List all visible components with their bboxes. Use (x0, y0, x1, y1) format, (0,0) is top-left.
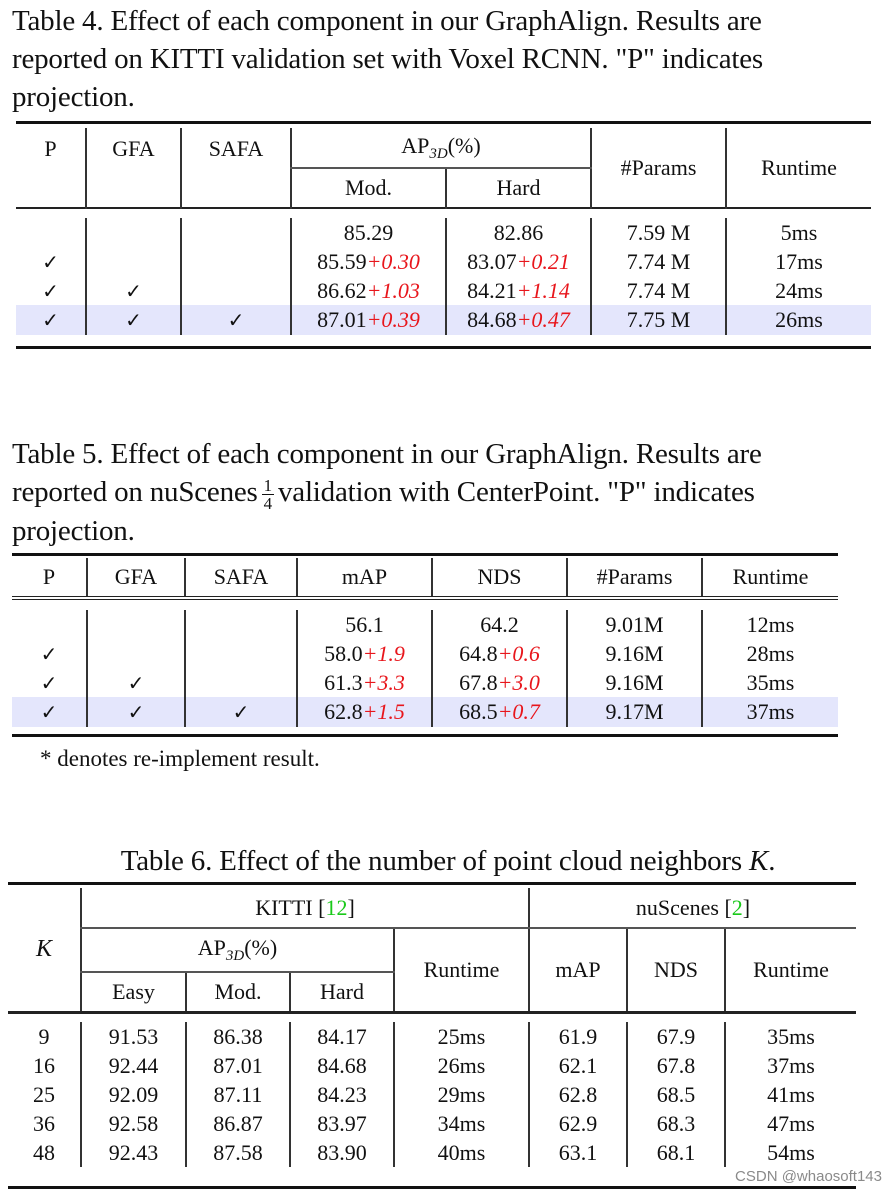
cell-k: 48 (33, 1139, 55, 1165)
cell-gfa (87, 610, 185, 639)
value: 82.86 (493, 219, 544, 245)
cell-hard: 83.97 (290, 1109, 394, 1138)
cell-runtime: 24ms (726, 276, 871, 305)
cell-runtime: 26ms (726, 305, 871, 335)
value: 64.2 (480, 611, 519, 637)
cell-hard (446, 276, 591, 305)
cell-nds: 67.9 (627, 1022, 725, 1051)
cell-gfa: ✓ (87, 668, 185, 697)
cell-map (297, 610, 432, 639)
caption-line (12, 473, 872, 512)
cell-nds-best: 68.5 (627, 1080, 725, 1109)
value: 62.8 (324, 699, 363, 724)
delta: +3.0 (497, 669, 540, 695)
footnote: * denotes re-implement result. (40, 746, 320, 771)
caption-line: Table 4. Effect of each component in our GraphAlign. Results are (12, 5, 762, 37)
header-ap3d (81, 928, 394, 972)
cell-runtime: 34ms (394, 1109, 529, 1138)
bottom-rule (8, 1186, 856, 1189)
table-row (8, 1109, 856, 1138)
cell-nds (432, 639, 567, 668)
top-rule (16, 121, 871, 124)
cell-runtime: 41ms (725, 1080, 856, 1109)
cell-easy: 92.09 (81, 1080, 186, 1109)
cell-easy: 92.44 (81, 1051, 186, 1080)
delta: +1.5 (362, 699, 405, 724)
table4-caption (12, 2, 872, 116)
header-safa: SAFA (185, 558, 297, 598)
cell-map: 62.8 (529, 1080, 627, 1109)
value: 85.29 (343, 219, 394, 245)
cell-runtime: 26ms (394, 1051, 529, 1080)
cell-runtime: 47ms (725, 1109, 856, 1138)
citation-link[interactable]: 12 (325, 894, 348, 920)
value: 56.1 (345, 611, 384, 637)
cell-p (12, 610, 87, 639)
table-row (12, 639, 838, 668)
table-row (8, 1051, 856, 1080)
table-row (16, 247, 871, 276)
cell-safa (181, 218, 291, 247)
header-params: #Params (567, 558, 702, 598)
highlighted-row (16, 305, 871, 335)
value: 64.8 (459, 640, 498, 666)
cell-params: 9.17M (567, 697, 702, 727)
fraction-denominator: 4 (263, 493, 272, 513)
cell-mod: 86.87 (186, 1109, 290, 1138)
delta: +0.7 (497, 699, 540, 724)
cell-runtime: 54ms (725, 1138, 856, 1167)
table5 (12, 558, 838, 727)
cell-p: ✓ (40, 641, 58, 666)
cell-k: 36 (33, 1110, 55, 1136)
value: 86.62 (317, 277, 367, 303)
cell-runtime: 28ms (702, 639, 838, 668)
table-row (16, 276, 871, 305)
cell-safa (185, 668, 297, 697)
delta: +1.9 (362, 640, 405, 666)
cell-safa (185, 639, 297, 668)
cell-gfa: ✓ (86, 276, 181, 305)
cell-nds: 68.3 (627, 1109, 725, 1138)
header-nds: NDS (432, 558, 567, 598)
cell-params: 7.74 M (591, 247, 726, 276)
cell-map: 62.9 (529, 1109, 627, 1138)
delta: +0.30 (366, 248, 420, 274)
cell-params: 7.59 M (591, 218, 726, 247)
caption-line: Table 5. Effect of each component in our GraphAlign. Results are (12, 438, 762, 470)
cell-runtime: 35ms (702, 668, 838, 697)
cell-map: 62.1 (529, 1051, 627, 1080)
cell-hard (446, 305, 591, 335)
value: 87.01 (317, 307, 367, 332)
cell-map (297, 639, 432, 668)
cell-map-best: 63.1 (529, 1138, 627, 1167)
cell-params: 9.01M (567, 610, 702, 639)
header-params: #Params (591, 128, 726, 208)
cell-gfa (86, 218, 181, 247)
header-map: mAP (529, 928, 627, 1012)
cell-mod-best: 87.11 (186, 1080, 290, 1109)
cell-runtime: 29ms (394, 1080, 529, 1109)
cell-runtime: 17ms (726, 247, 871, 276)
caption-variable: K (749, 845, 769, 877)
cell-params: 7.74 M (591, 276, 726, 305)
cell-params: 9.16M (567, 639, 702, 668)
table4 (16, 128, 871, 335)
fraction-numerator: 1 (263, 475, 272, 495)
header-mod: Mod. (291, 168, 446, 208)
table-row (12, 610, 838, 639)
value: 61.3 (324, 669, 363, 695)
cell-p: ✓ (16, 305, 86, 335)
cell-params: 7.75 M (591, 305, 726, 335)
cell-p: ✓ (42, 249, 59, 274)
bottom-rule (16, 346, 871, 349)
header-gfa: GFA (86, 128, 181, 168)
cell-mod (291, 276, 446, 305)
header-runtime: Runtime (702, 558, 838, 598)
header-runtime: Runtime (725, 928, 856, 1012)
ap-label: AP (197, 935, 226, 960)
header-nuscenes (529, 888, 856, 928)
header-hard: Hard (446, 168, 591, 208)
delta: +1.14 (516, 277, 570, 303)
cell-safa: ✓ (181, 305, 291, 335)
caption-text: Table 6. Effect of the number of point cloud neighbors (120, 845, 750, 877)
header-nds: NDS (627, 928, 725, 1012)
cell-nds: 67.8 (627, 1051, 725, 1080)
cell-k: 16 (33, 1052, 55, 1078)
ap-subscript: 3D (429, 145, 448, 162)
value: 84.21 (467, 277, 517, 303)
cell-safa (181, 247, 291, 276)
table6-caption (0, 842, 896, 880)
cell-hard: 83.90 (290, 1138, 394, 1167)
header-easy: Easy (81, 972, 186, 1012)
cell-map (297, 697, 432, 727)
cell-runtime: 35ms (725, 1022, 856, 1051)
cell-k: 25 (33, 1081, 55, 1107)
delta: +0.47 (516, 307, 570, 332)
table-row (8, 1080, 856, 1109)
table6 (8, 888, 856, 1167)
cell-nds (432, 610, 567, 639)
cell-hard: 84.23 (290, 1080, 394, 1109)
cell-map: 61.9 (529, 1022, 627, 1051)
cell-runtime: 5ms (726, 218, 871, 247)
value: 67.8 (459, 669, 498, 695)
cell-mod (291, 305, 446, 335)
ap-unit: (%) (244, 935, 278, 960)
header-kitti (81, 888, 529, 928)
cell-mod: 87.58 (186, 1138, 290, 1167)
table-row (8, 1022, 856, 1051)
ap-label: AP (401, 132, 430, 158)
table-row (16, 218, 871, 247)
cell-easy: 92.43 (81, 1138, 186, 1167)
cell-runtime: 37ms (702, 697, 838, 727)
cell-safa: ✓ (185, 697, 297, 727)
header-safa: SAFA (181, 128, 291, 168)
top-rule (12, 553, 838, 556)
cell-hard (446, 218, 591, 247)
caption-text: . (768, 845, 776, 877)
cell-k: 9 (38, 1023, 50, 1049)
cell-easy-best: 92.58 (81, 1109, 186, 1138)
caption-text: reported on nuScenes (12, 476, 258, 508)
cell-gfa (86, 247, 181, 276)
cell-runtime: 12ms (702, 610, 838, 639)
header-p: P (44, 136, 57, 161)
caption-line: projection. (12, 514, 135, 547)
fraction (262, 477, 274, 512)
header-k (8, 888, 81, 1012)
header-runtime: Runtime (726, 128, 871, 208)
cell-p: ✓ (12, 697, 87, 727)
cell-p: ✓ (40, 670, 58, 695)
value: 83.07 (467, 248, 517, 274)
cell-params: 9.16M (567, 668, 702, 697)
header-runtime: Runtime (394, 928, 529, 1012)
caption-text: validation with CenterPoint. "P" indicates (277, 476, 755, 508)
cell-gfa: ✓ (86, 305, 181, 335)
ap-subscript: 3D (225, 948, 245, 964)
value: 84.68 (467, 307, 517, 332)
header-hard: Hard (290, 972, 394, 1012)
cell-mod: 87.01 (186, 1051, 290, 1080)
caption-line: reported on KITTI validation set with Voxel RCNN. "P" indicates (12, 43, 764, 75)
k-label: K (35, 935, 52, 962)
highlighted-row (12, 697, 838, 727)
cell-safa (181, 276, 291, 305)
top-rule (8, 882, 856, 885)
nuscenes-label: nuScenes [ (635, 894, 732, 920)
bottom-rule (12, 734, 838, 737)
caption-line: projection. (12, 81, 135, 113)
table5-caption (12, 435, 872, 550)
table-row (12, 668, 838, 697)
cell-mod (291, 247, 446, 276)
ap-unit: (%) (447, 132, 481, 158)
cell-p: ✓ (42, 278, 59, 303)
watermark: CSDN @whaosoft143 (735, 1168, 882, 1185)
citation-link[interactable]: 2 (731, 894, 743, 920)
delta: +3.3 (362, 669, 405, 695)
cell-p (16, 218, 86, 247)
delta: +0.6 (497, 640, 540, 666)
header-gfa: GFA (87, 558, 185, 598)
cell-easy: 91.53 (81, 1022, 186, 1051)
cell-gfa: ✓ (87, 697, 185, 727)
cell-gfa (87, 639, 185, 668)
delta: +0.39 (366, 307, 420, 332)
cell-hard-best: 84.68 (290, 1051, 394, 1080)
bracket: ] (742, 894, 751, 920)
value: 68.5 (459, 699, 498, 724)
cell-runtime: 25ms (394, 1022, 529, 1051)
bracket: ] (347, 894, 355, 920)
table-row (8, 1138, 856, 1167)
cell-safa (185, 610, 297, 639)
cell-mod: 86.38 (186, 1022, 290, 1051)
cell-runtime: 40ms (394, 1138, 529, 1167)
cell-map (297, 668, 432, 697)
cell-nds: 68.1 (627, 1138, 725, 1167)
delta: +1.03 (366, 277, 420, 303)
kitti-label: KITTI [ (255, 894, 326, 920)
header-ap3d (291, 128, 591, 168)
cell-hard: 84.17 (290, 1022, 394, 1051)
cell-nds (432, 668, 567, 697)
header-mod: Mod. (186, 972, 290, 1012)
cell-nds (432, 697, 567, 727)
header-p: P (42, 564, 56, 589)
cell-runtime: 37ms (725, 1051, 856, 1080)
value: 58.0 (324, 640, 363, 666)
header-map: mAP (297, 558, 432, 598)
cell-hard (446, 247, 591, 276)
value: 85.59 (317, 248, 367, 274)
cell-mod (291, 218, 446, 247)
delta: +0.21 (516, 248, 570, 274)
